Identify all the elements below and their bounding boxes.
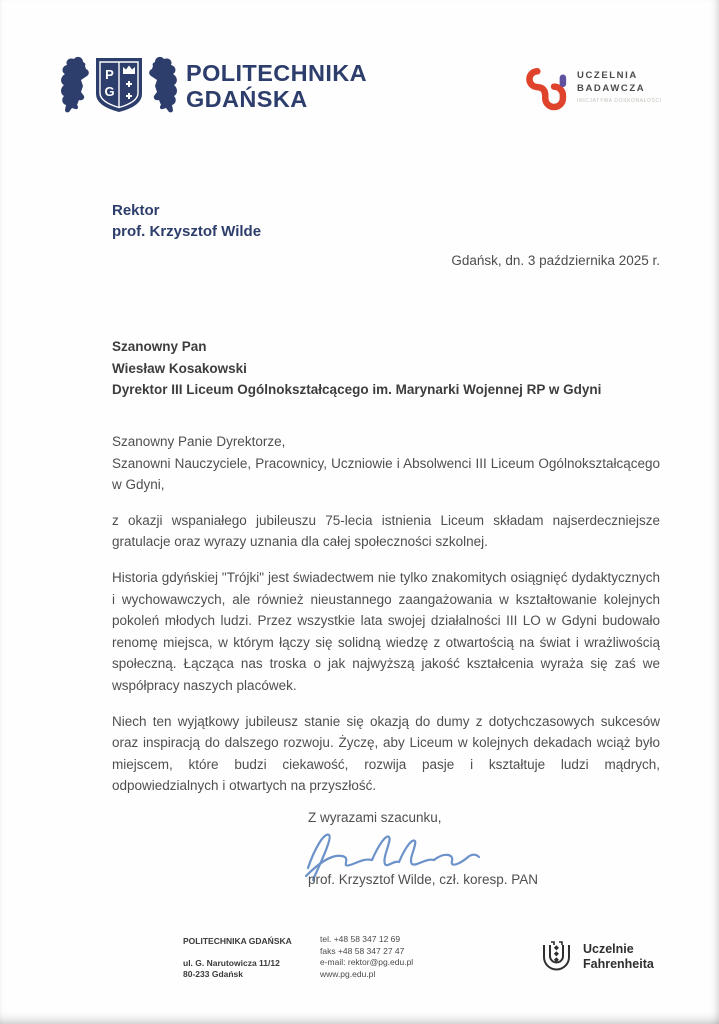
letter-body	[112, 431, 660, 811]
lion-right-icon	[149, 57, 177, 113]
addressee-line3: Dyrektor III Liceum Ogólnokształcącego im. Marynarki Wojennej RP w Gdyni	[112, 382, 602, 397]
signatory-name: prof. Krzysztof Wilde, czł. koresp. PAN	[308, 872, 539, 887]
fahrenheit-universities-badge	[538, 937, 654, 977]
valediction: Z wyrazami szacunku,	[308, 810, 442, 825]
footer-fax: faks +48 58 347 27 47	[320, 945, 405, 956]
paragraph-2: Historia gdyńskiej "Trójki" jest świadectwem nie tylko znakomitych osiągnięć dydaktycznych i wychowawczych, ale również nieustannego zaangażowania w kształtowanie kolejnych pokoleń młodych ludzi. Przez wszystkie lata swojej działalności III LO w Gdyni budowało renomę miejsca, w którym łączy się solidną wiedzę z otwartością na świat i wrażliwością społeczną. Łącząca nas troska o jak najwyższą jakość kształcenia wyraża się zaś we współpracy naszych placówek.	[112, 569, 660, 693]
footer-city: 80-233 Gdańsk	[183, 969, 244, 979]
lion-left-icon	[61, 57, 89, 113]
research-university-badge	[517, 62, 662, 114]
fahrenheit-line1: Uczelnie	[583, 942, 634, 956]
pg-crest-logo	[56, 50, 182, 118]
footer-street: ul. G. Narutowicza 11/12	[183, 957, 280, 968]
sender-title: Rektor	[112, 202, 160, 219]
fahrenheit-line2: Fahrenheita	[583, 957, 654, 971]
dateline: Gdańsk, dn. 3 października 2025 r.	[451, 253, 660, 268]
salutation-line1: Szanowny Panie Dyrektorze,	[112, 434, 286, 449]
badge-line1: UCZELNIA	[577, 70, 638, 81]
fahrenheit-icon	[538, 937, 575, 977]
crest-letter-g: G	[104, 84, 115, 99]
paragraph-1: z okazji wspaniałego jubileuszu 75-lecia istnienia Liceum składam najserdeczniejsze gratulacje oraz wyrazy uznania dla całej społeczności szkolnej.	[112, 512, 660, 550]
sender-name: prof. Krzysztof Wilde	[112, 223, 262, 240]
footer-email: e-mail: rektor@pg.edu.pl	[320, 957, 414, 967]
badge-line2: BADAWCZA	[577, 83, 646, 94]
university-name	[186, 61, 367, 112]
paragraph-3: Niech ten wyjątkowy jubileusz stanie się okazją do dumy z dotychczasowych sukcesów oraz inspiracją do dalszego rozwoju. Życzę, aby Liceum w kolejnych dekadach wciąż było miejscem, które budzi ciekawość, rozwija pasje i kształtuje ludzi mądrych, odpowiedzialnych i otwartych na przyszłość.	[112, 713, 660, 794]
footer-org: POLITECHNIKA GDAŃSKA	[183, 936, 292, 946]
university-name-line2: GDAŃSKA	[186, 85, 308, 112]
footer-tel: tel. +48 58 347 12 69	[320, 934, 401, 944]
salutation-line2: Szanowni Nauczyciele, Pracownicy, Uczniowie i Absolwenci III Liceum Ogólnokształcącego w Gdyni,	[112, 455, 660, 493]
addressee-line2: Wiesław Kosakowski	[112, 360, 247, 376]
footer-contact-block	[320, 934, 413, 980]
addressee-line1: Szanowny Pan	[112, 339, 207, 354]
sender-block	[112, 200, 261, 242]
badge-line3: INICJATYWA DOSKONAŁOŚCI	[577, 98, 662, 104]
crest-letter-p: P	[105, 67, 114, 82]
research-university-icon	[517, 62, 567, 114]
closing-block	[308, 810, 539, 887]
footer-www: www.pg.edu.pl	[320, 968, 376, 979]
shield-icon	[96, 58, 142, 112]
addressee-block	[112, 336, 601, 401]
footer-address-block	[183, 936, 292, 981]
university-name-line1: POLITECHNIKA	[186, 60, 368, 86]
